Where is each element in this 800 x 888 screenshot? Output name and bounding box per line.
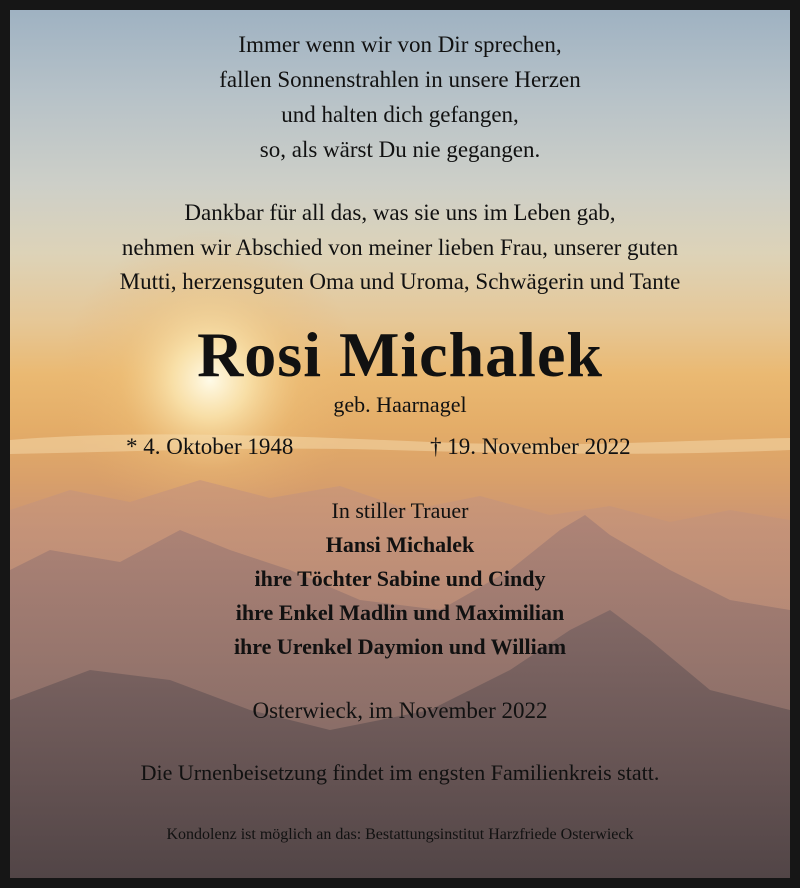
poem-line: fallen Sonnenstrahlen in unsere Herzen [219, 67, 581, 92]
mourner-line: ihre Töchter Sabine und Cindy [254, 566, 546, 591]
mourner-line: ihre Urenkel Daymion und William [233, 634, 567, 659]
mourners-heading: In stiller Trauer [331, 498, 469, 523]
intro-line: Mutti, herzensguten Oma und Uroma, Schwägerin und Tante [119, 269, 681, 294]
birth-date: * 4. Oktober 1948 [126, 434, 294, 459]
poem-line: und halten dich gefangen, [281, 102, 519, 127]
poem-line: Immer wenn wir von Dir sprechen, [238, 32, 562, 57]
maiden-name: geb. Haarnagel [333, 392, 467, 417]
mourner-line: Hansi Michalek [325, 532, 475, 557]
intro-line: Dankbar für all das, was sie uns im Leben gab, [184, 200, 616, 225]
deceased-name: Rosi Michalek [197, 319, 603, 390]
mourner-line: ihre Enkel Madlin und Maximilian [235, 600, 565, 625]
urn-notice: Die Urnenbeisetzung findet im engsten Familienkreis statt. [140, 760, 660, 785]
obituary-card [10, 10, 790, 878]
intro-line: nehmen wir Abschied von meiner lieben Frau, unserer guten [121, 235, 679, 260]
condolence-notice: Kondolenz ist möglich an das: Bestattungsinstitut Harzfriede Osterwieck [166, 826, 634, 843]
place-date: Osterwieck, im November 2022 [252, 698, 548, 723]
poem-line: so, als wärst Du nie gegangen. [259, 137, 541, 162]
death-date: † 19. November 2022 [430, 434, 631, 459]
